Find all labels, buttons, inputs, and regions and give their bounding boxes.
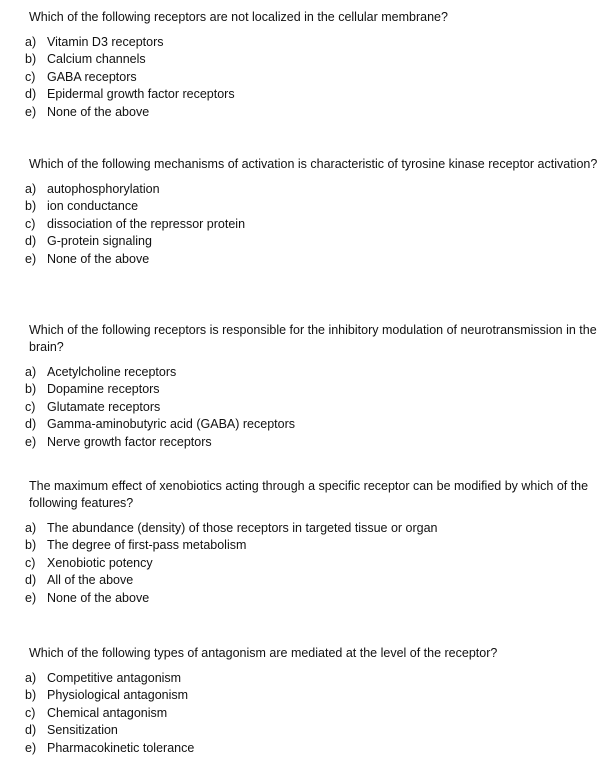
option-d [0, 722, 613, 739]
question-5 [0, 645, 613, 757]
option-text: Xenobiotic potency [47, 555, 153, 570]
option-e [0, 740, 613, 757]
question-text: Which of the following receptors are not localized in the cellular membrane? [29, 10, 448, 24]
option-letter: a) [25, 671, 37, 685]
option-a [0, 520, 613, 537]
option-text: GABA receptors [47, 69, 137, 84]
option-text: All of the above [47, 573, 134, 588]
question-2 [0, 156, 613, 268]
option-letter: c) [25, 555, 36, 570]
option-text: G-protein signaling [47, 234, 152, 249]
option-e [0, 104, 613, 121]
option-e [0, 434, 613, 451]
option-a [0, 364, 613, 381]
option-b [0, 198, 613, 215]
option-text: None of the above [47, 251, 150, 266]
option-d [0, 416, 613, 433]
option-letter: a) [25, 521, 37, 535]
option-c [0, 216, 613, 233]
question-text: Which of the following types of antagonism are mediated at the level of the receptor? [29, 646, 498, 660]
option-letter: e) [25, 590, 37, 605]
option-d [0, 572, 613, 589]
option-c [0, 69, 613, 86]
option-letter: c) [25, 216, 36, 231]
option-list [0, 34, 613, 121]
option-a [0, 670, 613, 687]
option-letter: e) [25, 104, 37, 119]
option-b [0, 51, 613, 68]
option-b [0, 381, 613, 398]
question-1 [0, 9, 613, 121]
option-letter: b) [25, 52, 37, 67]
option-d [0, 233, 613, 250]
option-list [0, 181, 613, 268]
option-letter: d) [25, 573, 37, 588]
option-text: None of the above [47, 104, 150, 119]
option-letter: a) [25, 35, 37, 49]
option-text: dissociation of the repressor protein [47, 216, 246, 231]
option-text: Calcium channels [47, 52, 146, 67]
question-text: The maximum effect of xenobiotics acting through a specific receptor can be modified by which of the following features? [29, 479, 589, 510]
question-text: Which of the following mechanisms of activation is characteristic of tyrosine kinase receptor activation? [29, 157, 598, 171]
option-letter: c) [25, 399, 36, 414]
option-letter: c) [25, 69, 36, 84]
option-list [0, 670, 613, 757]
option-letter: b) [25, 382, 37, 397]
option-d [0, 86, 613, 103]
option-text: The abundance (density) of those receptors in targeted tissue or organ [47, 521, 438, 535]
option-letter: d) [25, 87, 37, 102]
option-text: ion conductance [47, 199, 139, 214]
option-text: Epidermal growth factor receptors [47, 87, 235, 102]
option-text: Pharmacokinetic tolerance [47, 740, 195, 755]
option-text: Acetylcholine receptors [47, 365, 177, 379]
option-letter: e) [25, 740, 37, 755]
option-b [0, 537, 613, 554]
option-text: Physiological antagonism [47, 688, 189, 703]
question-4 [0, 478, 613, 607]
option-b [0, 687, 613, 704]
option-c [0, 399, 613, 416]
option-letter: e) [25, 251, 37, 266]
option-letter: c) [25, 705, 36, 720]
option-e [0, 251, 613, 268]
option-text: Nerve growth factor receptors [47, 434, 212, 449]
option-letter: d) [25, 234, 37, 249]
option-list [0, 364, 613, 451]
option-letter: e) [25, 434, 37, 449]
option-text: Dopamine receptors [47, 382, 160, 397]
option-text: The degree of first-pass metabolism [47, 538, 247, 553]
option-letter: a) [25, 365, 37, 379]
option-letter: b) [25, 688, 37, 703]
option-list [0, 520, 613, 607]
option-text: Competitive antagonism [47, 671, 182, 685]
option-c [0, 555, 613, 572]
question-3 [0, 322, 613, 451]
option-a [0, 181, 613, 198]
option-text: autophosphorylation [47, 182, 160, 196]
option-text: Gamma-aminobutyric acid (GABA) receptors [47, 417, 295, 432]
option-text: Vitamin D3 receptors [47, 35, 164, 49]
option-text: Glutamate receptors [47, 399, 161, 414]
option-letter: d) [25, 417, 37, 432]
option-text: None of the above [47, 590, 150, 605]
option-letter: b) [25, 199, 37, 214]
option-text: Sensitization [47, 723, 118, 738]
option-letter: d) [25, 723, 37, 738]
option-letter: b) [25, 538, 37, 553]
option-c [0, 705, 613, 722]
question-text: Which of the following receptors is responsible for the inhibitory modulation of neurotransmission in the brain? [29, 323, 597, 354]
option-text: Chemical antagonism [47, 705, 168, 720]
option-e [0, 590, 613, 607]
option-letter: a) [25, 182, 37, 196]
option-a [0, 34, 613, 51]
